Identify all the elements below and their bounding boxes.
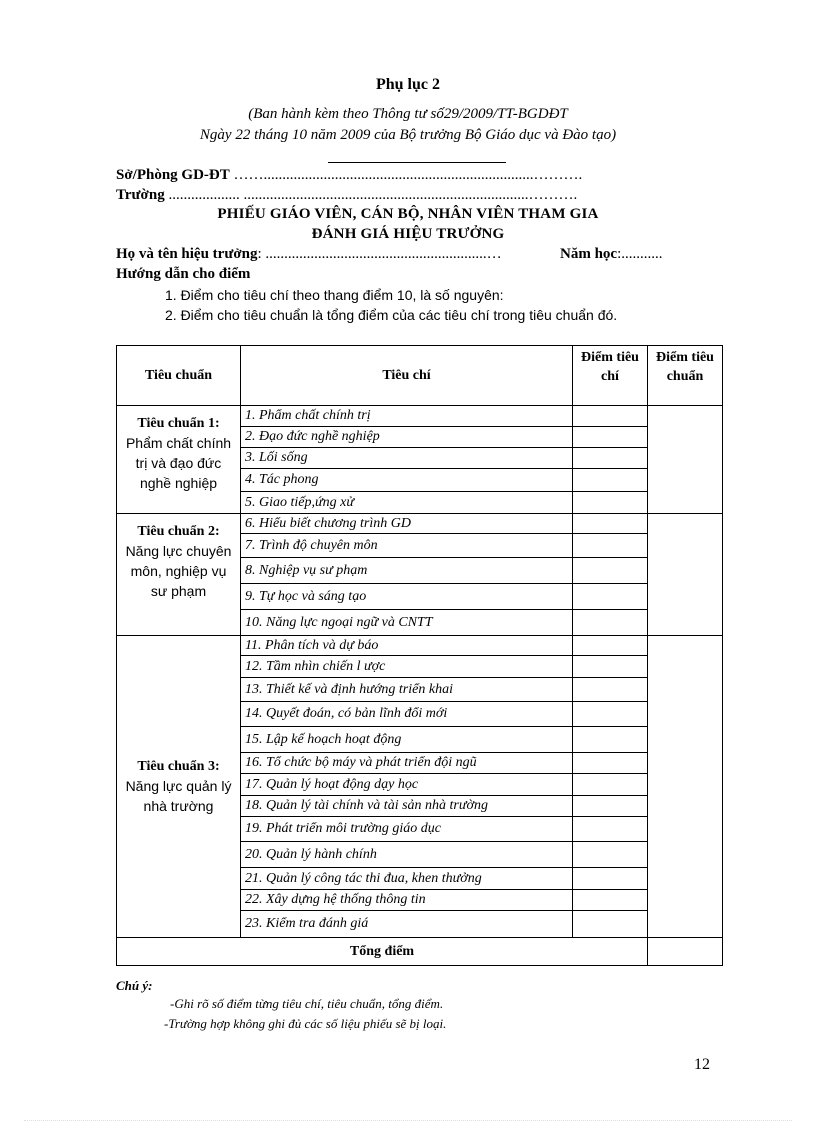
criteria-score-8[interactable] (573, 558, 648, 584)
guide-item-1: 1. Điểm cho tiêu chí theo thang điểm 10, là số nguyên: (165, 287, 504, 303)
criteria-14: 14. Quyết đoán, có bản lĩnh đổi mới (241, 702, 573, 727)
criteria-score-13[interactable] (573, 678, 648, 702)
header-criteria: Tiêu chí (241, 346, 573, 406)
guide-heading: Hướng dẫn cho điểm (116, 266, 251, 282)
principal-label: Họ và tên hiệu trưởng (116, 246, 258, 262)
criteria-score-9[interactable] (573, 584, 648, 610)
criteria-13: 13. Thiết kế và định hướng triển khai (241, 678, 573, 702)
criteria-20: 20. Quản lý hành chính (241, 842, 573, 868)
school-field[interactable]: ................... ............................................................................………. (164, 187, 578, 203)
criteria-score-10[interactable] (573, 610, 648, 636)
criteria-score-1[interactable] (573, 406, 648, 427)
principal-line (116, 246, 502, 263)
page-number: 12 (694, 1056, 710, 1073)
header-standard-score: Điểm tiêu chuẩn (648, 346, 723, 406)
criteria-18: 18. Quản lý tài chính và tài sản nhà trường (241, 796, 573, 817)
title-separator (328, 162, 506, 163)
criteria-score-4[interactable] (573, 469, 648, 492)
criteria-8: 8. Nghiệp vụ sư phạm (241, 558, 573, 584)
page-bottom-divider (24, 1120, 792, 1121)
note-1: -Ghi rõ số điểm từng tiêu chí, tiêu chuẩn, tổng điểm. (170, 996, 444, 1011)
criteria-score-22[interactable] (573, 890, 648, 911)
subtitle-line-2: Ngày 22 tháng 10 năm 2009 của Bộ trưởng Bộ Giáo dục và Đào tạo) (199, 127, 617, 143)
header-criteria-score: Điểm tiêu chí (573, 346, 648, 406)
note-heading: Chú ý: (116, 978, 153, 993)
criteria-16: 16. Tổ chức bộ máy và phát triển đội ngũ (241, 753, 573, 774)
criteria-17: 17. Quản lý hoạt động dạy học (241, 774, 573, 796)
criteria-22: 22. Xây dựng hệ thống thông tin (241, 890, 573, 911)
guide-item-2: 2. Điểm cho tiêu chuẩn là tổng điểm của các tiêu chí trong tiêu chuẩn đó. (165, 307, 618, 323)
form-title-line-1: PHIẾU GIÁO VIÊN, CÁN BỘ, NHÂN VIÊN THAM GIA (217, 206, 599, 222)
standard-score-1[interactable] (648, 406, 723, 514)
criteria-11: 11. Phân tích và dự báo (241, 636, 573, 656)
department-label: Sở/Phòng GD-ĐT (116, 167, 230, 183)
criteria-23: 23. Kiểm tra đánh giá (241, 911, 573, 938)
criteria-4: 4. Tác phong (241, 469, 573, 492)
criteria-score-20[interactable] (573, 842, 648, 868)
criteria-score-11[interactable] (573, 636, 648, 656)
standard-1-cell: Tiêu chuẩn 1: Phẩm chất chính trị và đạo đức nghề nghiệp (117, 406, 241, 514)
criteria-21: 21. Quản lý công tác thi đua, khen thưởng (241, 868, 573, 890)
table-row (117, 514, 723, 534)
school-year-line (560, 246, 663, 263)
standard-score-2[interactable] (648, 514, 723, 636)
department-field[interactable]: ……........................................................................………. (229, 167, 583, 183)
criteria-score-23[interactable] (573, 911, 648, 938)
standard-2-cell: Tiêu chuẩn 2: Năng lực chuyên môn, nghiệp vụ sư phạm (117, 514, 241, 636)
criteria-score-18[interactable] (573, 796, 648, 817)
criteria-score-5[interactable] (573, 492, 648, 514)
school-line (116, 187, 577, 204)
criteria-1: 1. Phẩm chất chính trị (241, 406, 573, 427)
criteria-score-21[interactable] (573, 868, 648, 890)
evaluation-table (116, 345, 723, 966)
table-header-row (117, 346, 723, 406)
criteria-6: 6. Hiểu biết chương trình GD (241, 514, 573, 534)
criteria-3: 3. Lối sống (241, 448, 573, 469)
school-label: Trường (116, 187, 165, 203)
criteria-5: 5. Giao tiếp,ứng xử (241, 492, 573, 514)
criteria-score-17[interactable] (573, 774, 648, 796)
table-row (117, 636, 723, 656)
standard-score-3[interactable] (648, 636, 723, 938)
table-row (117, 406, 723, 427)
criteria-score-19[interactable] (573, 817, 648, 842)
criteria-12: 12. Tầm nhìn chiến l ược (241, 656, 573, 678)
criteria-2: 2. Đạo đức nghề nghiệp (241, 427, 573, 448)
criteria-15: 15. Lập kế hoạch hoạt động (241, 727, 573, 753)
school-year-label: Năm học (560, 246, 618, 262)
total-label: Tổng điểm (117, 938, 648, 966)
header-standard: Tiêu chuẩn (117, 346, 241, 406)
school-year-field[interactable]: :........... (617, 246, 663, 262)
criteria-9: 9. Tự học và sáng tạo (241, 584, 573, 610)
criteria-7: 7. Trình độ chuyên môn (241, 534, 573, 558)
note-2: -Trường hợp không ghi đủ các số liệu phiếu sẽ bị loại. (164, 1016, 447, 1031)
criteria-score-16[interactable] (573, 753, 648, 774)
criteria-score-3[interactable] (573, 448, 648, 469)
principal-name-field[interactable]: : ...........................................................… (257, 246, 502, 262)
total-row (117, 938, 723, 966)
criteria-score-15[interactable] (573, 727, 648, 753)
criteria-19: 19. Phát triển môi trường giáo dục (241, 817, 573, 842)
subtitle-line-1: (Ban hành kèm theo Thông tư số29/2009/TT-BGDĐT (248, 106, 568, 122)
criteria-10: 10. Năng lực ngoại ngữ và CNTT (241, 610, 573, 636)
criteria-score-2[interactable] (573, 427, 648, 448)
page-title: Phụ lục 2 (375, 76, 440, 93)
standard-3-cell: Tiêu chuẩn 3: Năng lực quản lý nhà trường (117, 636, 241, 938)
criteria-score-6[interactable] (573, 514, 648, 534)
criteria-score-14[interactable] (573, 702, 648, 727)
department-line (116, 167, 582, 184)
criteria-score-7[interactable] (573, 534, 648, 558)
total-score[interactable] (648, 938, 723, 966)
criteria-score-12[interactable] (573, 656, 648, 678)
form-title-line-2: ĐÁNH GIÁ HIỆU TRƯỞNG (311, 226, 505, 242)
